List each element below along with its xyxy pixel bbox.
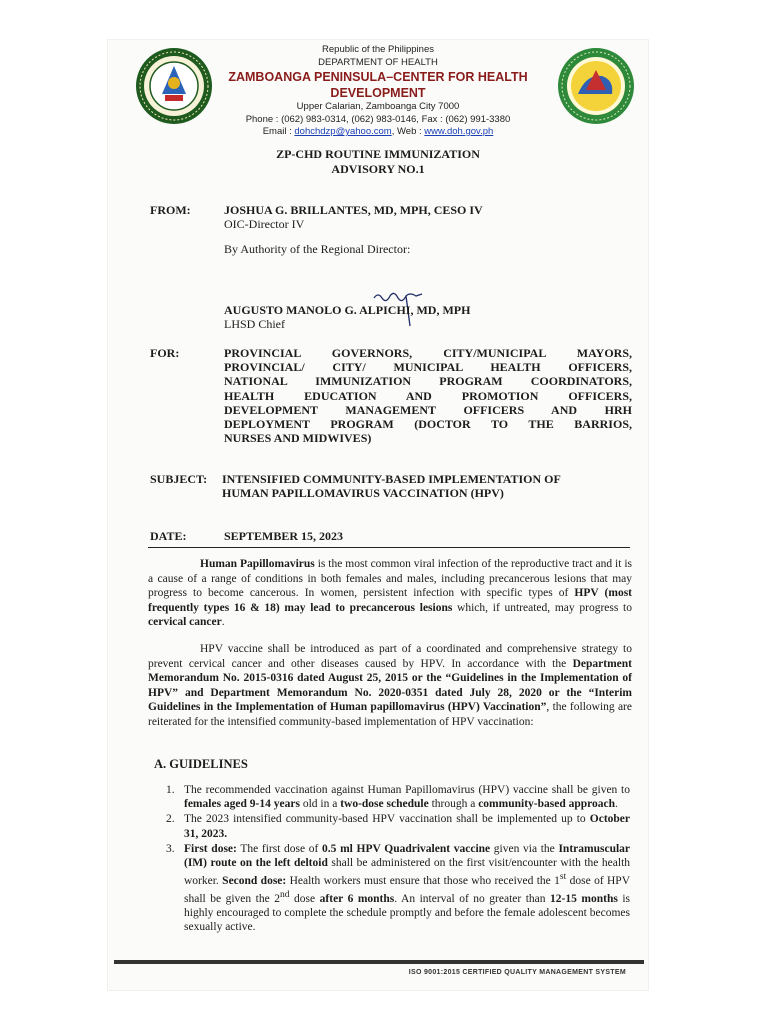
from-block-2	[224, 303, 632, 331]
title-line-2: ADVISORY NO.1	[331, 162, 425, 176]
from-label: FROM:	[150, 203, 191, 217]
for-line-2: PROVINCIAL/ CITY/ MUNICIPAL HEALTH OFFICERS,	[224, 360, 632, 375]
office-phone: Phone : (062) 983-0314, (062) 983-0146, Fax : (062) 991-3380	[245, 113, 511, 125]
date-value: SEPTEMBER 15, 2023	[224, 529, 344, 543]
for-block	[224, 346, 632, 445]
letterhead-text	[208, 44, 548, 139]
contact-line	[208, 126, 548, 139]
guidelines-heading: A. GUIDELINES	[154, 757, 248, 771]
from-block	[224, 203, 632, 256]
subject-block	[222, 472, 630, 500]
subject-label: SUBJECT:	[150, 472, 208, 486]
republic-line: Republic of the Philippines	[322, 44, 434, 55]
web-link[interactable]: www.doh.gov.ph	[424, 126, 494, 137]
for-line-1: PROVINCIAL GOVERNORS, CITY/MUNICIPAL MAYORS,	[224, 346, 632, 360]
letterhead	[108, 40, 648, 135]
email-label: Email :	[262, 126, 295, 137]
from-name: JOSHUA G. BRILLANTES, MD, MPH, CESO IV	[224, 203, 483, 217]
from-position-2: LHSD Chief	[224, 317, 285, 331]
philippine-doh-seal-icon	[134, 46, 214, 126]
office-name: ZAMBOANGA PENINSULA–CENTER FOR HEALTH DEVELOPMENT	[228, 70, 528, 100]
subject-line-1: INTENSIFIED COMMUNITY-BASED IMPLEMENTATION OF	[222, 472, 561, 486]
for-line-3: NATIONAL IMMUNIZATION PROGRAM COORDINATORS,	[224, 374, 632, 389]
title-line-1: ZP-CHD ROUTINE IMMUNIZATION	[276, 147, 480, 161]
date-divider	[148, 547, 630, 548]
office-address: Upper Calarian, Zamboanga City 7000	[296, 101, 460, 112]
department-line: DEPARTMENT OF HEALTH	[318, 56, 438, 68]
subject-line-2: HUMAN PAPILLOMAVIRUS VACCINATION (HPV)	[222, 486, 504, 500]
for-label: FOR:	[150, 346, 180, 360]
for-line-7: NURSES AND MIDWIVES)	[224, 431, 372, 446]
for-line-4: HEALTH EDUCATION AND PROMOTION OFFICERS,	[224, 388, 632, 403]
list-item: 3. First dose: The first dose of 0.5 ml HPV Quadrivalent vaccine given via the Intramuscular (IM) route on the left deltoid shall be administered on the first visit/encounter with the health worker. Second dose: Health workers must ensure that those who received the 1st dose of HPV shall be given the 2nd dose after 6 months. An interval of no greater than 12-15 months is highly encouraged to complete the schedule promptly and before the female adolescent becomes sexually active.	[166, 842, 631, 934]
email-link[interactable]: dohchdzp@yahoo.com	[294, 126, 392, 137]
footer-certification: ISO 9001:2015 CERTIFIED QUALITY MANAGEMENT SYSTEM	[408, 969, 626, 976]
footer-rule	[114, 960, 644, 964]
date-label: DATE:	[150, 529, 187, 543]
web-label: , Web :	[391, 126, 425, 137]
document-page	[108, 40, 648, 990]
policy-paragraph: HPV vaccine shall be introduced as part of a coordinated and comprehensive strategy to prevent cervical cancer and other diseases caused by HPV. In accordance with the Department Memorandum No. 2015-0316 dated August 25, 2015 or the “Guidelines in the Implementation of HPV” and Department Memorandum No. 2020-0351 dated July 28, 2020 or the “Interim Guidelines in the Implementation of Human papillomavirus (HPV) Vaccination”, the following are reiterated for the intensified community-based implementation of HPV vaccination:	[148, 643, 632, 728]
from-position: OIC-Director IV	[224, 217, 305, 231]
intro-paragraph: Human Papillomavirus is the most common viral infection of the reproductive tract and it is a cause of a range of conditions in both females and males, including precancerous lesions that may progress to become cancerous. In women, persistent infection with specific types of HPV (most frequently types 16 & 18) may lead to precancerous lesions which, if untreated, may progress to cervical cancer.	[148, 558, 633, 629]
for-line-5: DEVELOPMENT MANAGEMENT OFFICERS AND HRH	[224, 402, 632, 417]
from-name-2: AUGUSTO MANOLO G. ALPICHI, MD, MPH	[224, 303, 471, 317]
authority-line: By Authority of the Regional Director:	[224, 242, 411, 256]
guidelines-list	[166, 783, 630, 936]
list-item: 2. The 2023 intensified community-based HPV vaccination shall be implemented up to October 31, 2023.	[166, 813, 630, 840]
for-line-6: DEPLOYMENT PROGRAM (DOCTOR TO THE BARRIOS,	[224, 417, 632, 432]
list-item: 1. The recommended vaccination against Human Papillomavirus (HPV) vaccine shall be given to females aged 9-14 years old in a two-dose schedule through a community-based approach.	[166, 784, 630, 811]
doh-chd-zamboanga-seal-icon	[556, 46, 636, 126]
advisory-title	[108, 147, 648, 177]
